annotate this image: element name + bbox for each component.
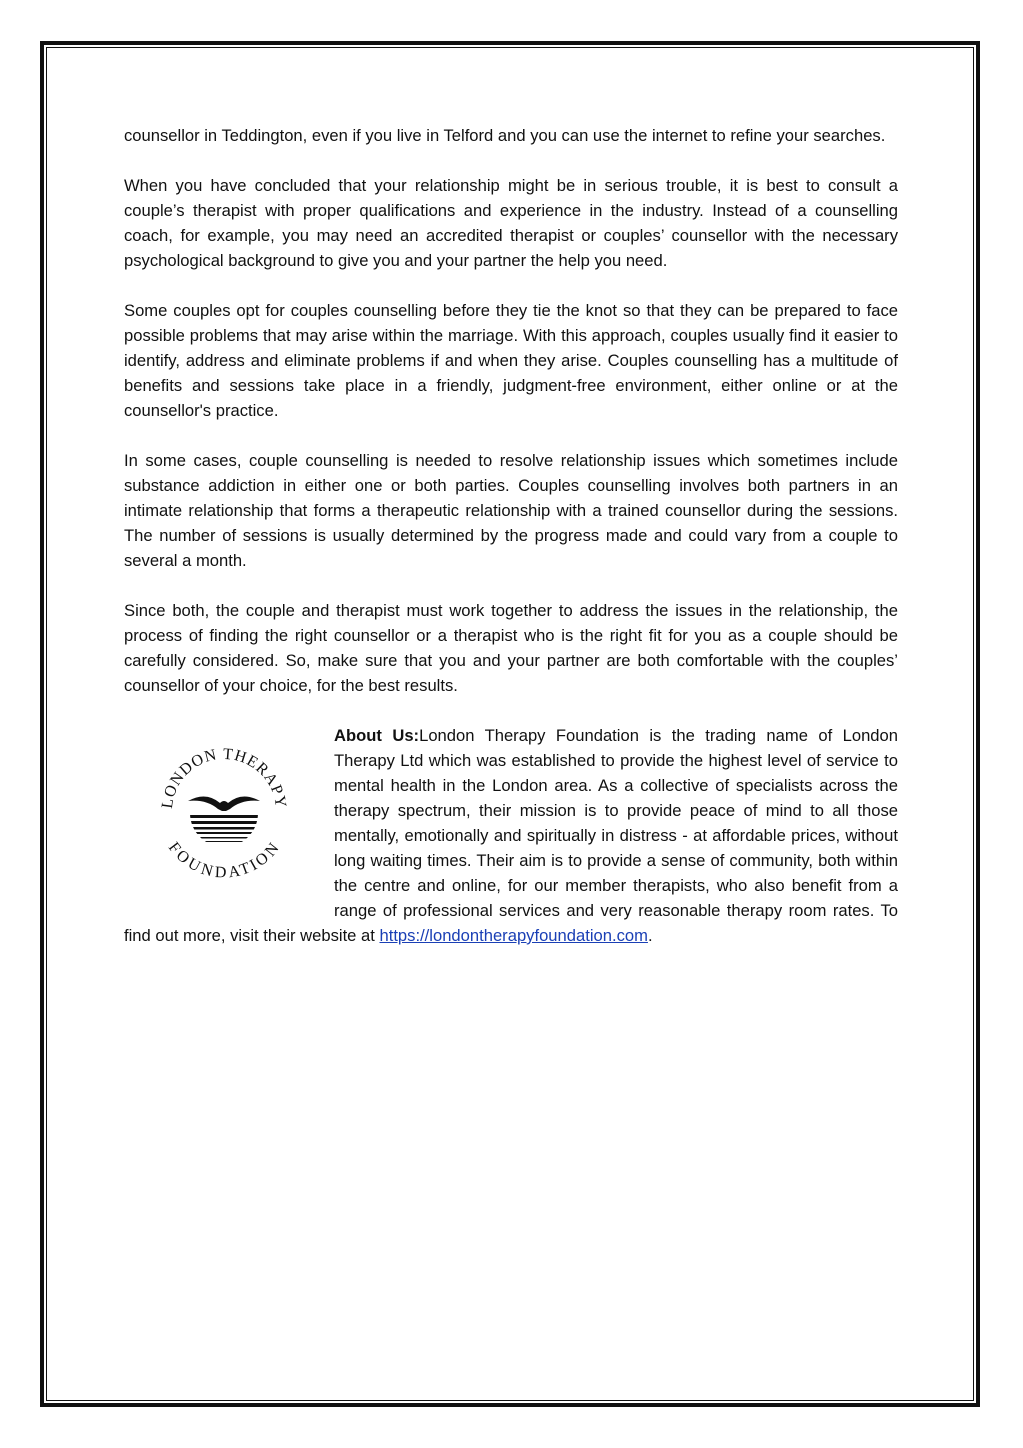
paragraph-2: When you have concluded that your relationship might be in serious trouble, it is best to consult a couple’s therapist with proper qualifications and experience in the industry. Instead of a counselling coach, for example, you may need an accredited therapist or couples’ counsellor with the necessary psychological background to give you and your partner the help you need.	[124, 176, 898, 270]
website-link[interactable]: https://londontherapyfoundation.com	[379, 926, 648, 945]
paragraph-4: In some cases, couple counselling is needed to resolve relationship issues which sometimes include substance addiction in either one or both parties. Couples counselling involves both partners in an intimate relationship that forms a therapeutic relationship with a trained counsellor during the sessions. The number of sessions is usually determined by the progress made and could vary from a couple to several a month.	[124, 451, 898, 570]
about-us-text: London Therapy Foundation is the trading name of London Therapy Ltd which was established to provide the highest level of service to mental health in the London area. As a collective of specialists across the therapy spectrum, their mission is to provide peace of mind to all those mentally, emotionally and spiritually in distress - at affordable prices, without long waiting times. Their aim is to provide a sense of community, both within the centre and online, for our member therapists, who also benefit from a range of professional services and very reasonable therapy room rates. To find out more, visit their website at	[124, 726, 898, 945]
logo-sea-lines	[184, 815, 264, 842]
paragraph-3: Some couples opt for couples counselling before they tie the knot so that they can be prepared to face possible problems that may arise within the marriage. With this approach, couples usually find it easier to identify, address and eliminate problems if and when they arise. Couples counselling has a multitude of benefits and sessions take place in a friendly, judgment-free environment, either online or at the counsellor's practice.	[124, 301, 898, 420]
paragraph-1: counsellor in Teddington, even if you live in Telford and you can use the internet to refine your searches.	[124, 126, 886, 145]
london-therapy-foundation-logo	[124, 723, 334, 923]
paragraph-5: Since both, the couple and therapist must work together to address the issues in the relationship, the process of finding the right counsellor or a therapist who is the right fit for you as a couple should be carefully considered. So, make sure that you and your partner are both comfortable with the couples’ counsellor of your choice, for the best results.	[124, 601, 898, 695]
about-us-trailing: .	[647, 926, 653, 945]
document-body	[124, 123, 898, 973]
about-us-label: About Us:	[334, 726, 420, 745]
bird-icon	[188, 796, 260, 811]
logo-text-bottom: FOUNDATION	[164, 839, 284, 881]
logo-text-top: LONDON THERAPY	[158, 745, 290, 810]
logo-graphic	[154, 741, 294, 881]
